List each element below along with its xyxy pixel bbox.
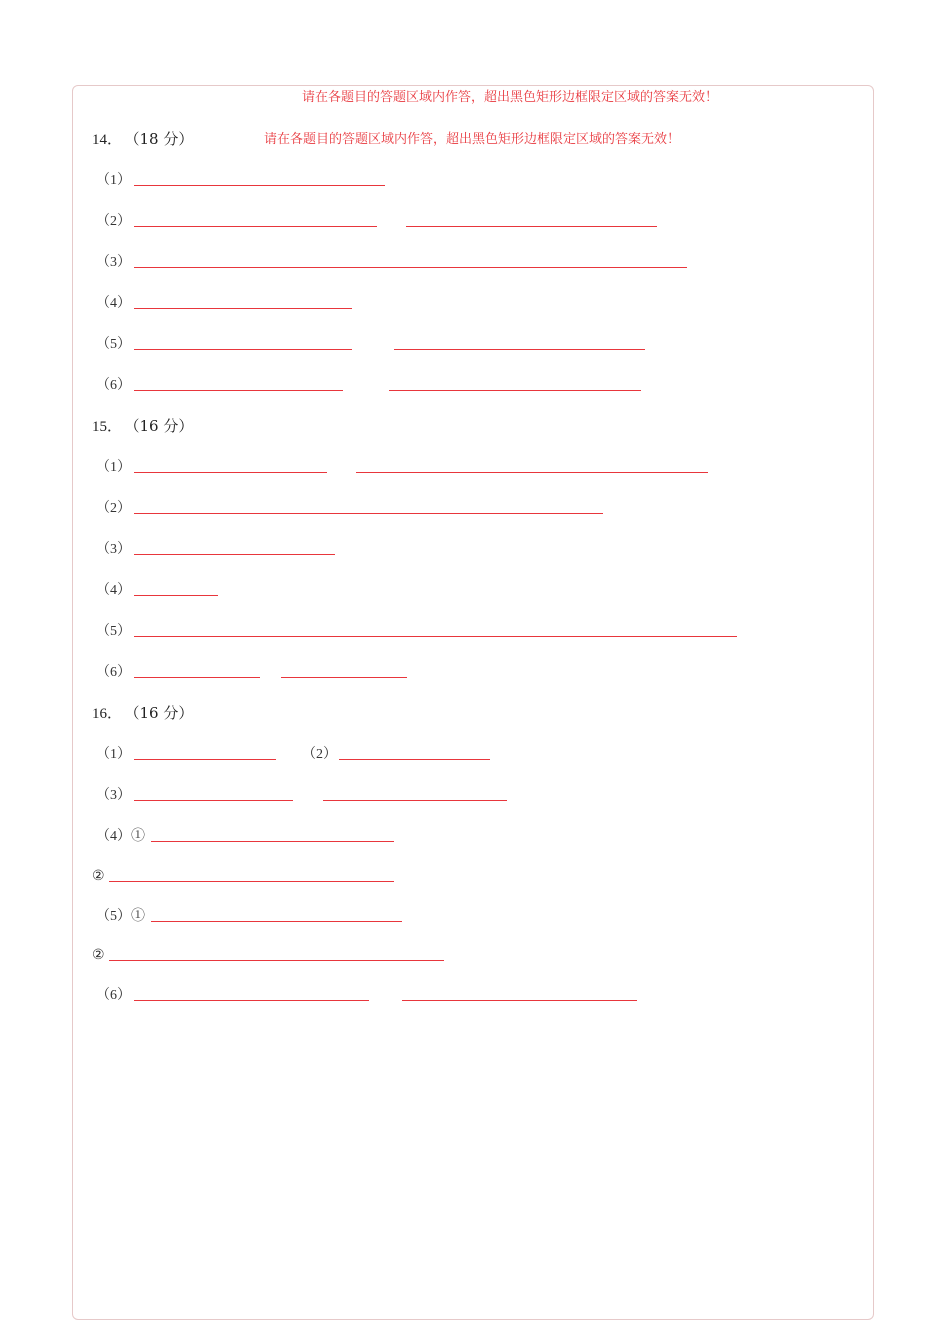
row-label: （6） <box>96 988 131 1003</box>
question-points: （16 分） <box>132 704 194 722</box>
warning-banner-top: 请在各题目的答题区域内作答，超出黑色矩形边框限定区域的答案无效！ <box>301 90 718 105</box>
warning-banner-inline: 请在各题目的答题区域内作答，超出黑色矩形边框限定区域的答案无效！ <box>264 132 681 147</box>
answer-blank[interactable] <box>134 1000 369 1001</box>
answer-blank[interactable] <box>134 267 687 268</box>
question-14-title <box>92 130 193 149</box>
row-label-secondary: （2） <box>302 747 337 762</box>
answer-blank[interactable] <box>134 677 260 678</box>
row-label: （1） <box>96 460 131 475</box>
answer-blank[interactable] <box>134 636 737 637</box>
answer-blank[interactable] <box>134 472 327 473</box>
row-label: （5） <box>96 624 131 639</box>
row-label: ② <box>92 948 105 963</box>
row-label: ② <box>92 869 105 884</box>
answer-blank[interactable] <box>151 921 402 922</box>
question-number: 15． <box>92 419 123 435</box>
answer-blank[interactable] <box>134 226 377 227</box>
row-label: （2） <box>96 501 131 516</box>
row-label: （1） <box>96 747 131 762</box>
row-label: （3） <box>96 255 131 270</box>
row-label: （4） <box>96 296 131 311</box>
answer-blank[interactable] <box>109 960 444 961</box>
answer-blank[interactable] <box>109 881 394 882</box>
answer-blank[interactable] <box>356 472 708 473</box>
answer-blank[interactable] <box>134 513 603 514</box>
question-15-title <box>92 417 193 436</box>
row-label: （4） <box>96 583 131 598</box>
answer-blank[interactable] <box>134 185 385 186</box>
row-label: （2） <box>96 214 131 229</box>
row-label: （5） <box>96 337 131 352</box>
answer-area-frame <box>72 85 874 1320</box>
answer-blank[interactable] <box>134 554 335 555</box>
row-label: （6） <box>96 665 131 680</box>
answer-blank[interactable] <box>323 800 507 801</box>
answer-blank[interactable] <box>134 595 218 596</box>
answer-blank[interactable] <box>339 759 490 760</box>
answer-blank[interactable] <box>134 800 293 801</box>
question-16-title <box>92 704 193 723</box>
row-label: （3） <box>96 542 131 557</box>
answer-blank[interactable] <box>134 759 276 760</box>
row-label: （3） <box>96 788 131 803</box>
answer-blank[interactable] <box>389 390 641 391</box>
row-label: （5）① <box>96 909 145 924</box>
row-label: （6） <box>96 378 131 393</box>
answer-blank[interactable] <box>394 349 645 350</box>
answer-blank[interactable] <box>151 841 394 842</box>
row-label: （1） <box>96 173 131 188</box>
answer-blank[interactable] <box>134 390 343 391</box>
question-points: （18 分） <box>132 130 194 148</box>
answer-blank[interactable] <box>281 677 407 678</box>
row-label: （4）① <box>96 829 145 844</box>
answer-blank[interactable] <box>402 1000 637 1001</box>
answer-blank[interactable] <box>134 308 352 309</box>
answer-blank[interactable] <box>134 349 352 350</box>
question-number: 14． <box>92 132 123 148</box>
question-points: （16 分） <box>132 417 194 435</box>
question-number: 16． <box>92 706 123 722</box>
answer-blank[interactable] <box>406 226 657 227</box>
